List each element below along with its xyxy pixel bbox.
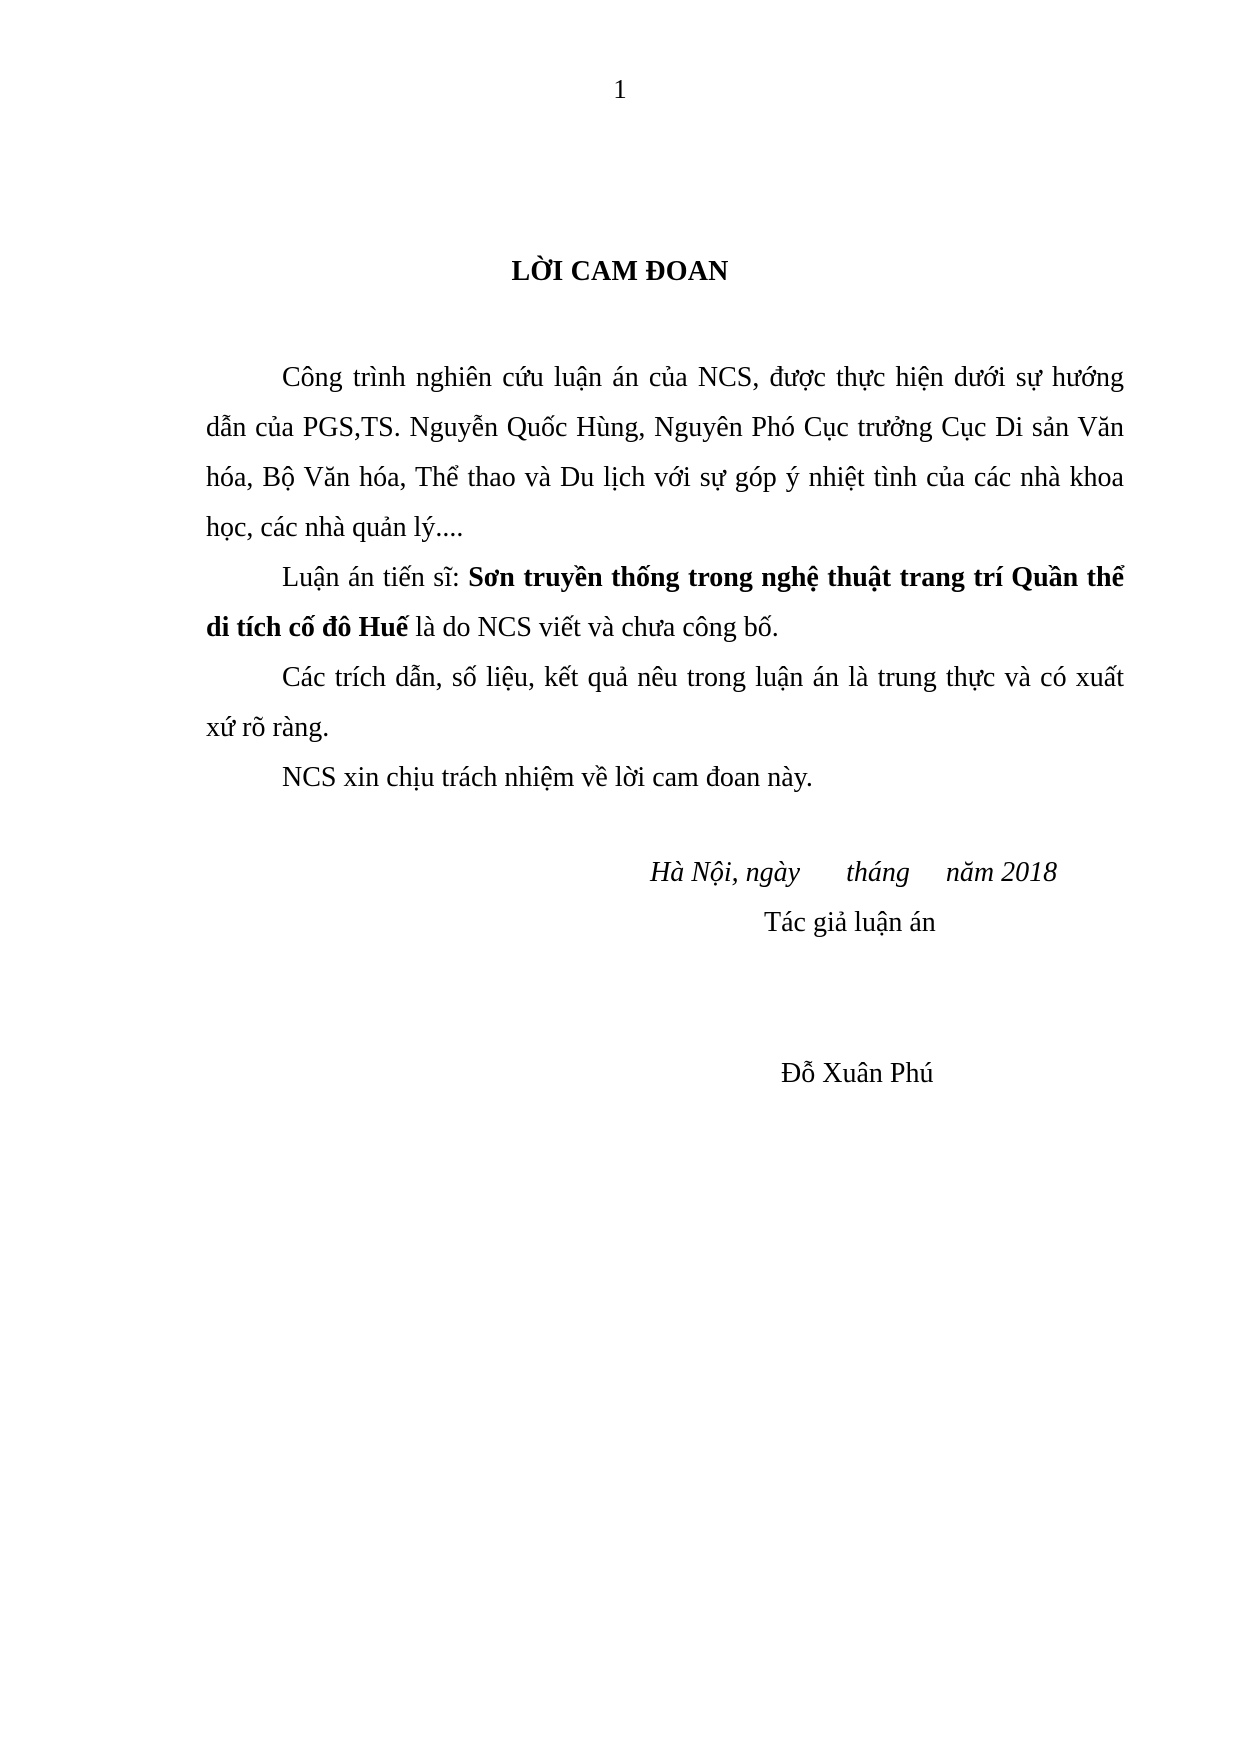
author-name: Đỗ Xuân Phú [781, 1058, 934, 1089]
declaration-body [206, 353, 1124, 803]
author-role: Tác giả luận án [764, 907, 936, 938]
page-title: LỜI CAM ĐOAN [511, 256, 729, 287]
date-year: năm 2018 [945, 857, 1058, 888]
paragraph-supervision: Công trình nghiên cứu luận án của NCS, được thực hiện dưới sự hướng dẫn của PGS,TS. Nguyễn Quốc Hùng, Nguyên Phó Cục trưởng Cục Di sản Văn hóa, Bộ Văn hóa, Thể thao và Du lịch với sự góp ý nhiệt tình của các nhà khoa học, các nhà quản lý.... [206, 362, 1124, 543]
date-place: Hà Nội, ngày [650, 857, 801, 888]
paragraph-thesis-title [206, 553, 1124, 653]
thesis-status: là do NCS viết và chưa công bố. [408, 612, 779, 643]
paragraph-responsibility: NCS xin chịu trách nhiệm về lời cam đoan này. [282, 762, 813, 793]
date-month: tháng [846, 857, 910, 888]
thesis-label: Luận án tiến sĩ: [282, 562, 469, 593]
date-line [650, 856, 1090, 890]
thesis-title: Sơn truyền thống trong nghệ thuật trang trí Quần thể di tích cố đô Huế [206, 562, 1125, 643]
paragraph-integrity: Các trích dẫn, số liệu, kết quả nêu trong luận án là trung thực và có xuất xứ rõ ràng. [206, 662, 1124, 743]
page-number: 1 [613, 74, 627, 104]
